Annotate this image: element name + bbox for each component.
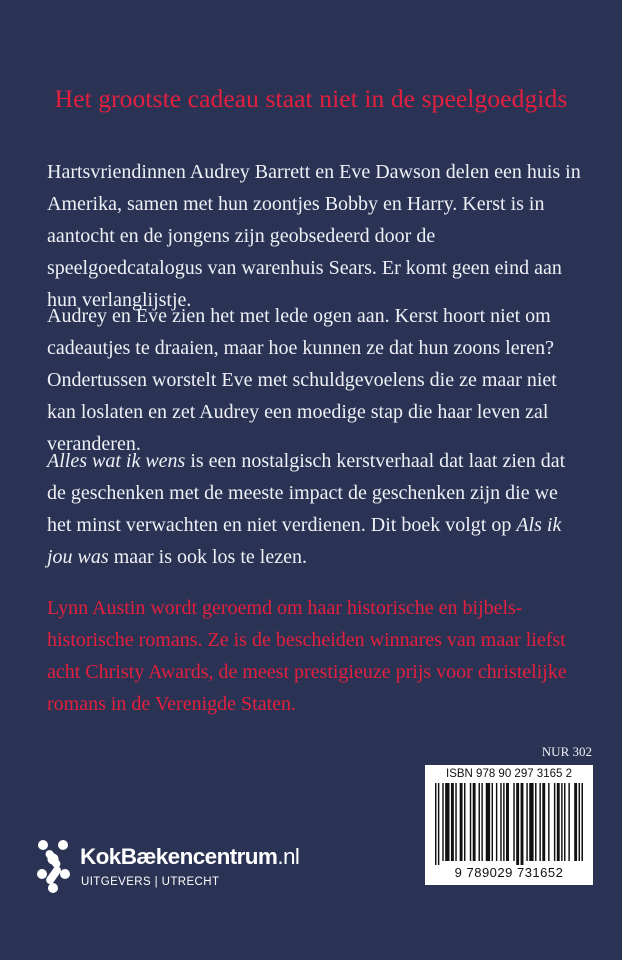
author-bio: Lynn Austin wordt geroemd om haar historische en bijbels-historische romans. Ze is de bescheiden winnares van maar liefst acht Christy Awards, de meest prestigieuze prijs voor christelijke romans in de Verenigde Staten. (47, 597, 567, 715)
barcode-bar (470, 783, 471, 861)
barcode-bar (479, 783, 480, 861)
barcode (425, 765, 593, 885)
barcode-bar (521, 783, 524, 865)
barcode-bar (568, 783, 569, 861)
barcode-bars (435, 783, 583, 865)
barcode-bar (554, 783, 555, 861)
barcode-bar (557, 783, 560, 861)
blurb-text-end: maar is ook los te lezen. (108, 546, 307, 568)
barcode-bar (503, 783, 504, 861)
barcode-digits: 9 789029 731652 (454, 865, 564, 880)
blurb-paragraph-3 (47, 445, 587, 573)
publisher-domain-suffix: .nl (277, 844, 300, 869)
publisher-logo (36, 836, 336, 896)
tagline: Het grootste cadeau staat niet in de speelgoedgids (54, 84, 568, 113)
barcode-bar (492, 783, 493, 861)
barcode-bar (526, 783, 527, 861)
barcode-bar (500, 783, 501, 861)
book-title: Alles wat ik wens (47, 450, 186, 472)
blurb-text: is een nostalgisch kerstverhaal dat laat zien dat de geschenken met de meeste impact de geschenken zijn die we het minst verwachten en niet verdienen. Dit boek volgt op (47, 450, 566, 536)
barcode-bar (464, 783, 465, 861)
barcode-bar (516, 783, 519, 865)
barcode-bar (564, 783, 565, 861)
publisher-subtitle: UITGEVERS | UTRECHT (81, 876, 220, 888)
barcode-bar (574, 783, 577, 861)
publisher-name-part-2: kencentrum (155, 844, 278, 869)
barcode-bar (496, 783, 497, 861)
barcode-bar (529, 783, 533, 861)
publisher-mark-icon (36, 836, 74, 896)
barcode-bar (481, 783, 482, 861)
barcode-bar (460, 783, 463, 861)
barcode-bar (535, 783, 536, 861)
barcode-bar (451, 783, 454, 861)
barcode-bar (455, 783, 456, 861)
barcode-bar (442, 783, 443, 861)
barcode-bar (506, 783, 509, 861)
barcode-bar (486, 783, 490, 861)
barcode-bar (445, 783, 449, 861)
publisher-name-ae: æ (136, 844, 156, 869)
barcode-bar (579, 783, 580, 861)
barcode-bar (438, 783, 439, 865)
blurb-paragraph-2: Audrey en Eve zien het met lede ogen aan. Kerst hoort niet om cadeautjes te draaien, maar hoe kunnen ze dat hun zoons leren? Ondertussen worstelt Eve met schuldgevoelens die ze maar niet kan loslaten en zet Audrey een moedige stap die haar leven zal veranderen. (47, 305, 557, 455)
barcode-bar (581, 783, 583, 861)
publisher-name (80, 844, 299, 870)
barcode-bar (542, 783, 545, 861)
blurb-paragraph-1: Hartsvriendinnen Audrey Barrett en Eve Dawson delen een huis in Amerika, samen met hun zoontjes Bobby en Harry. Kerst is in aantocht en de jongens zijn geobsedeerd door de speelgoedcatalogus van warenhuis Sears. Er komt geen eind aan hun verlanglijstje. (47, 161, 581, 311)
barcode-bar (435, 783, 436, 865)
barcode-bar (561, 783, 562, 861)
isbn-label: ISBN 978 90 297 3165 2 (446, 768, 572, 780)
barcode-bar (548, 783, 549, 861)
publisher-name-part-1: KokB (80, 844, 137, 869)
previous-book-title: Als ik jou was (47, 514, 562, 568)
barcode-bar (513, 783, 514, 861)
nur-code: NUR 302 (541, 744, 592, 759)
barcode-bar (539, 783, 540, 861)
barcode-bar (473, 783, 476, 861)
